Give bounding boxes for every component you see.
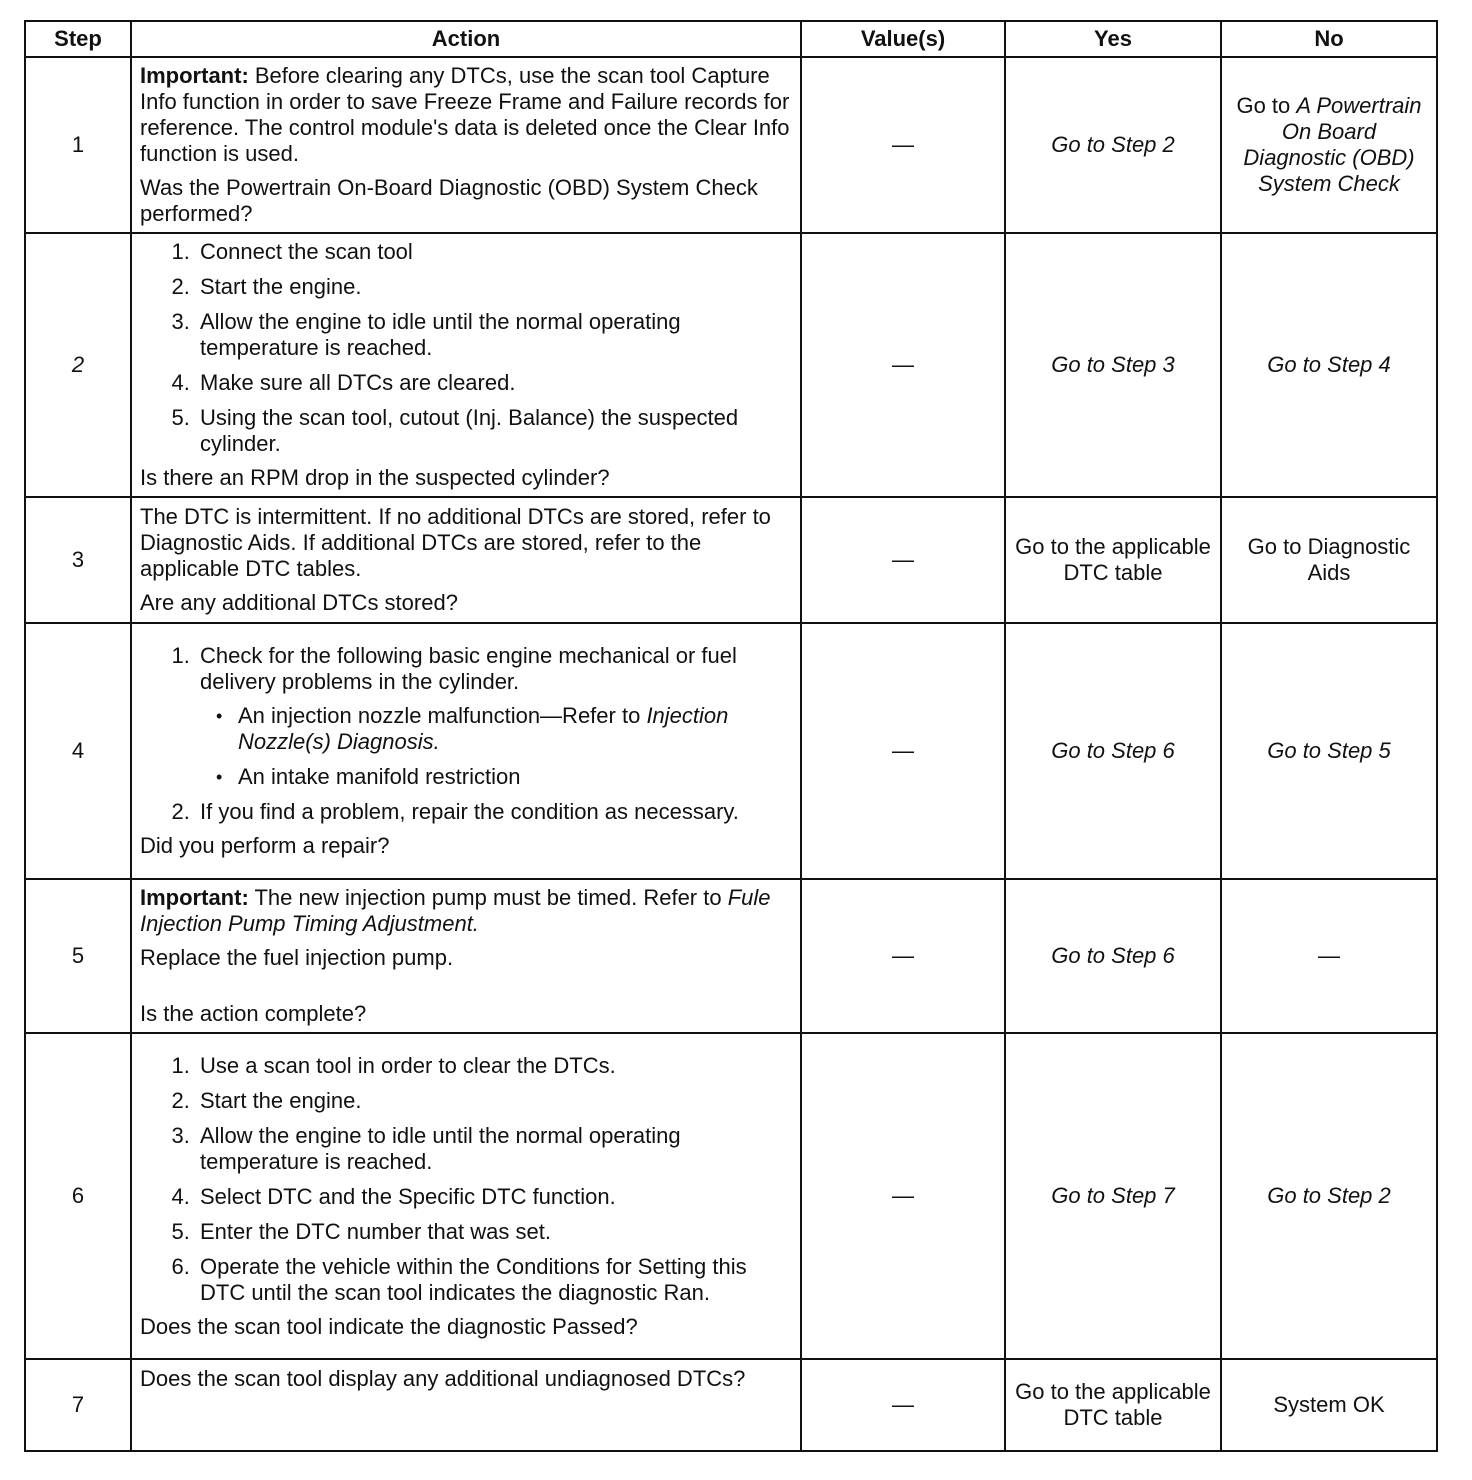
table-row — [25, 233, 1437, 497]
action-cell — [131, 1359, 801, 1451]
action-cell — [131, 233, 801, 497]
header-values: Value(s) — [801, 21, 1005, 57]
important-note — [140, 63, 792, 167]
header-row — [25, 21, 1437, 57]
action-question: Was the Powertrain On-Board Diagnostic (OBD) System Check performed? — [140, 175, 758, 226]
list-item: 3. Allow the engine to idle until the normal operating temperature is reached. — [196, 1123, 792, 1175]
list-item: 2. If you find a problem, repair the condition as necessary. — [196, 799, 792, 825]
list-item: 1. Use a scan tool in order to clear the DTCs. — [196, 1053, 792, 1079]
table-row — [25, 623, 1437, 879]
value-cell: — — [801, 879, 1005, 1033]
action-cell — [131, 623, 801, 879]
yes-cell: Go to Step 3 — [1005, 233, 1221, 497]
spacer — [140, 979, 792, 999]
action-question: Is there an RPM drop in the suspected cylinder? — [140, 465, 610, 490]
list-item: 4. Select DTC and the Specific DTC function. — [196, 1184, 792, 1210]
no-cell: Go to Step 2 — [1221, 1033, 1437, 1359]
action-cell — [131, 1033, 801, 1359]
step-number: 1 — [25, 57, 131, 233]
bullet-item — [238, 703, 792, 755]
action-steps-list — [140, 1053, 792, 1306]
action-question: Does the scan tool display any additional undiagnosed DTCs? — [140, 1366, 746, 1391]
bullet-item: • An intake manifold restriction — [238, 764, 792, 790]
bullet-list — [200, 703, 792, 790]
action-text: Replace the fuel injection pump. — [140, 945, 454, 970]
value-cell: — — [801, 1033, 1005, 1359]
action-text: The DTC is intermittent. If no additional DTCs are stored, refer to Diagnostic Aids. If additional DTCs are stored, refer to the applicable DTC tables. — [140, 504, 771, 581]
list-item: 2. Start the engine. — [196, 1088, 792, 1114]
value-cell: — — [801, 1359, 1005, 1451]
action-steps-list — [140, 643, 792, 825]
yes-cell: Go to Step 2 — [1005, 57, 1221, 233]
no-link: A Powertrain On Board Diagnostic (OBD) System Check — [1243, 93, 1422, 196]
list-item-text: Check for the following basic engine mechanical or fuel delivery problems in the cylinder. — [200, 643, 737, 694]
important-text: The new injection pump must be timed. Refer to — [248, 885, 728, 910]
yes-cell: Go to the applicable DTC table — [1005, 497, 1221, 623]
step-number: 2 — [25, 233, 131, 497]
action-cell — [131, 57, 801, 233]
step-number: 4 — [25, 623, 131, 879]
important-reference: Fule Injection Pump Timing Adjustment. — [140, 885, 771, 936]
important-label: Important: — [140, 885, 249, 910]
value-cell: — — [801, 497, 1005, 623]
header-no: No — [1221, 21, 1437, 57]
yes-cell: Go to Step 6 — [1005, 623, 1221, 879]
step-number: 6 — [25, 1033, 131, 1359]
action-cell — [131, 879, 801, 1033]
value-cell: — — [801, 57, 1005, 233]
list-item — [196, 643, 792, 790]
diagnostic-table — [24, 20, 1438, 1452]
no-cell: Go to Diagnostic Aids — [1221, 497, 1437, 623]
action-question: Does the scan tool indicate the diagnostic Passed? — [140, 1313, 638, 1339]
important-text: Before clearing any DTCs, use the scan tool Capture Info function in order to save Freeze Frame and Failure records for reference. The control module's data is deleted once the Clear Info function is used. — [140, 63, 790, 166]
header-yes: Yes — [1005, 21, 1221, 57]
action-steps-list — [140, 239, 792, 457]
list-item: 3. Allow the engine to idle until the normal operating temperature is reached. — [196, 309, 792, 361]
bullet-text: An injection nozzle malfunction—Refer to — [238, 703, 647, 728]
list-item: 5. Enter the DTC number that was set. — [196, 1219, 792, 1245]
yes-cell: Go to Step 7 — [1005, 1033, 1221, 1359]
action-question: Is the action complete? — [140, 1001, 367, 1026]
header-action: Action — [131, 21, 801, 57]
step-number: 3 — [25, 497, 131, 623]
no-cell — [1221, 57, 1437, 233]
list-item: 6. Operate the vehicle within the Conditions for Setting this DTC until the scan tool indicates the diagnostic Ran. — [196, 1254, 792, 1306]
bullet-reference: Injection Nozzle(s) Diagnosis. — [238, 703, 729, 754]
table-row — [25, 497, 1437, 623]
table-row — [25, 1033, 1437, 1359]
action-question: Are any additional DTCs stored? — [140, 590, 458, 615]
no-cell: Go to Step 5 — [1221, 623, 1437, 879]
list-item: 4. Make sure all DTCs are cleared. — [196, 370, 792, 396]
action-cell — [131, 497, 801, 623]
action-question: Did you perform a repair? — [140, 833, 390, 858]
list-item: 2. Start the engine. — [196, 274, 792, 300]
value-cell: — — [801, 623, 1005, 879]
no-prefix: Go to — [1236, 93, 1297, 118]
no-cell: System OK — [1221, 1359, 1437, 1451]
header-step: Step — [25, 21, 131, 57]
table-row — [25, 879, 1437, 1033]
important-note — [140, 885, 792, 937]
important-label: Important: — [140, 63, 249, 88]
table-row — [25, 1359, 1437, 1451]
step-number: 7 — [25, 1359, 131, 1451]
yes-cell: Go to Step 6 — [1005, 879, 1221, 1033]
value-cell: — — [801, 233, 1005, 497]
list-item: 5. Using the scan tool, cutout (Inj. Balance) the suspected cylinder. — [196, 405, 792, 457]
yes-cell: Go to the applicable DTC table — [1005, 1359, 1221, 1451]
step-number: 5 — [25, 879, 131, 1033]
no-cell: Go to Step 4 — [1221, 233, 1437, 497]
table-row — [25, 57, 1437, 233]
no-cell: — — [1221, 879, 1437, 1033]
list-item: 1. Connect the scan tool — [196, 239, 792, 265]
